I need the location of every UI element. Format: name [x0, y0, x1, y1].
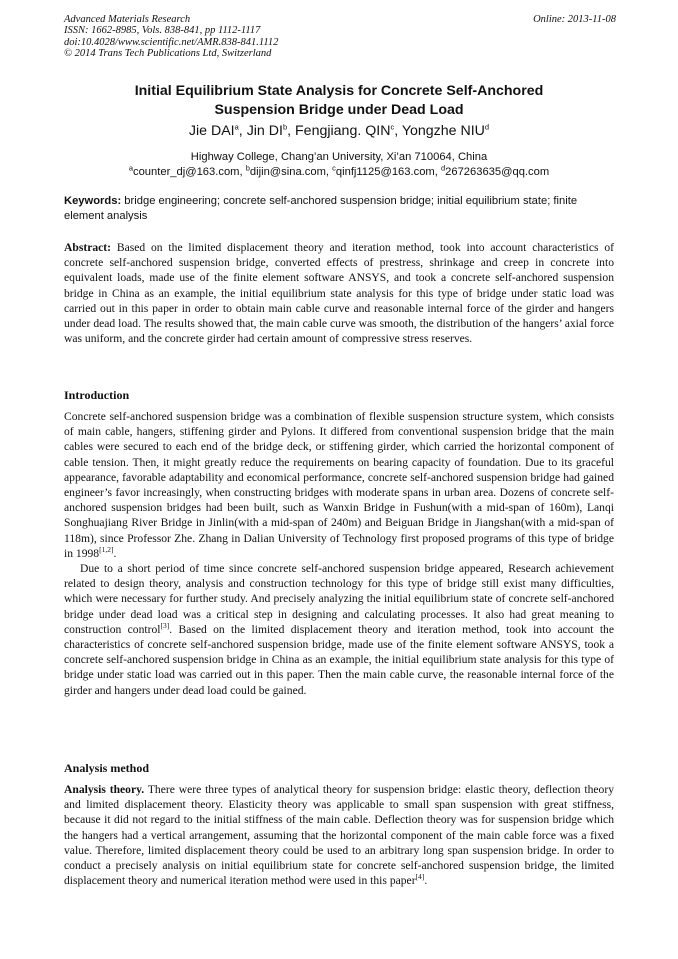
section-heading-introduction: Introduction — [64, 388, 130, 402]
online-date: Online: 2013-11-08 — [533, 14, 616, 25]
paper-title — [64, 82, 614, 119]
journal-name: Advanced Materials Research — [64, 14, 191, 25]
subheading-analysis-theory: Analysis theory. — [64, 783, 145, 796]
copyright-line: © 2014 Trans Tech Publications Ltd, Switzerland — [64, 47, 272, 59]
title-line-2: Suspension Bridge under Dead Load — [214, 101, 464, 118]
citation[interactable]: [1,2] — [99, 544, 114, 554]
author-1: Jie DAI — [188, 123, 235, 139]
introduction-section — [64, 409, 614, 698]
paragraph — [64, 782, 614, 888]
intro-p2a: Due to a short period of time since concrete self-anchored suspension bridge appeared, Research achievement related to design theory, analysis and construction technology for this type of bridge still exist many difficulties, which were necessary for further study. And precisely analyzing the initial equilibrium state of concrete self-anchored bridge under dead load was a critical step in designing and calculating processes. It also had great meaning to construction control — [64, 562, 614, 636]
email-4-sup: d — [440, 162, 446, 172]
affiliation — [64, 150, 614, 179]
intro-p2b: . Based on the limited displacement theory and iteration method, took into account the characteristics of concrete self-anchored suspension bridge, made use of the finite element software ANSYS, took a concrete self-anchored suspension bridge in China as an example, the initial equilibrium state analysis for this type of bridge under static load was carried out in this paper. Then the main cable curve, the reasonable internal force of the girder and hangers under dead load could be gained. — [64, 622, 614, 697]
citation[interactable]: [4] — [415, 872, 425, 882]
section-heading-analysis-method: Analysis method — [64, 761, 150, 775]
keywords-colon: : — [117, 195, 122, 207]
keywords-label: Keywords — [64, 195, 118, 207]
author-2-sup: b — [282, 122, 288, 132]
email-2[interactable]: dijin@sina.com, — [249, 165, 333, 178]
intro-p1-end: . — [113, 546, 117, 560]
author-sep: , — [394, 123, 402, 139]
author-4-sup: d — [484, 122, 490, 132]
email-list — [64, 162, 614, 180]
author-2: Jin DI — [246, 123, 283, 139]
intro-p1: Concrete self-anchored suspension bridge was a combination of flexible suspension structure system, which consists of main cable, hangers, stiffening girder and Pylons. It differed from conventional suspension bridge that the main cables were secured to each end of the bridge deck, or stiffening girder, which carried the horizontal component of cable tension. Then, it might greatly reduce the requirements on bearing capacity of foundation. Due to its graceful appearance, favorable adaptability and economical performance, concrete self-anchored suspension bridge had gained engineer’s favor increasingly, when constructing bridges with moderate spans in urban area. Dozens of concrete self-anchored suspension bridges had been built, such as Wanxin Bridge in Fushun(with a mid-span of 160m), Lanqi Songhuajiang River Bridge in Jinlin(with a mid-span of 240m) and Beiguan Bridge in Jiangshan(with a mid-span of 118m), since Professor Zhe. Zhang in Dalian University of Technology first proposed programs of this type of bridge in 1998 — [64, 410, 614, 560]
analysis-method-section — [64, 782, 614, 888]
email-1-sup: a — [128, 162, 133, 172]
email-2-sup: b — [245, 162, 250, 172]
institution: Highway College, Chang’an University, Xi’an 710064, China — [190, 151, 488, 163]
email-4[interactable]: 267263635@qq.com — [445, 165, 550, 178]
author-3-sup: c — [390, 122, 395, 132]
paragraph — [64, 409, 614, 561]
author-3: Fengjiang. QIN — [295, 123, 391, 139]
email-1[interactable]: counter_dj@163.com, — [132, 165, 246, 178]
abstract-label: Abstract — [64, 241, 108, 254]
keywords — [64, 194, 614, 223]
doi-line[interactable]: doi:10.4028/www.scientific.net/AMR.838-841.1112 — [64, 36, 279, 48]
method-p1: There were three types of analytical theory for suspension bridge: elastic theory, deflection theory and limited displacement theory. Elasticity theory was applicable to small span suspension with great stiffness, because it did not regard to the initial stiffness of the main cable. Deflection theory was for suspension bridge which the hangers had a vertical arrangement, assuming that the horizontal component of the main cable force was a fixed value. Therefore, limited displacement theory could be used to an arbitrary long span suspension bridge. In order to conduct a precisely analysis on initial equilibrium state for concrete self-anchored suspension bridge, the limited displacement theory and numerical iteration method were used in this paper — [64, 783, 614, 888]
journal-header — [64, 14, 616, 59]
email-3[interactable]: qinfj1125@163.com, — [335, 165, 441, 178]
author-4: Yongzhe NIU — [401, 123, 485, 139]
author-list — [64, 122, 614, 140]
abstract-text: Based on the limited displacement theory and iteration method, took into account characteristics of concrete self-anchored suspension bridge, converted effects of prestress, shrinkage and creep in concrete into equivalent loads, made use of the finite element software ANSYS, and took a concrete self-anchored suspension bridge in China as an example, the initial equilibrium state analysis for this type of bridge under static load was carried out in this paper in order to obtain main cable curve and reasonable internal force of the girder and hangers under dead load. The results showed that, the main cable curve was smooth, the distribution of the hangers’ axial force was uniform, and the concrete girder had certain amount of compressive stress reserves. — [64, 241, 614, 346]
citation[interactable]: [3] — [160, 620, 170, 630]
abstract — [64, 240, 614, 346]
author-sep: , — [238, 123, 247, 139]
abstract-colon: : — [107, 241, 112, 254]
paragraph — [64, 561, 614, 698]
keywords-text: bridge engineering; concrete self-anchored suspension bridge; initial equilibrium state; finite element analysis — [64, 195, 578, 222]
method-p1-end: . — [424, 874, 428, 888]
title-line-1: Initial Equilibrium State Analysis for Concrete Self-Anchored — [134, 83, 544, 99]
issn-line: ISSN: 1662-8985, Vols. 838-841, pp 1112-1117 — [64, 25, 261, 37]
author-sep: , — [287, 123, 296, 139]
author-1-sup: a — [234, 122, 239, 132]
email-3-sup: c — [332, 162, 336, 172]
